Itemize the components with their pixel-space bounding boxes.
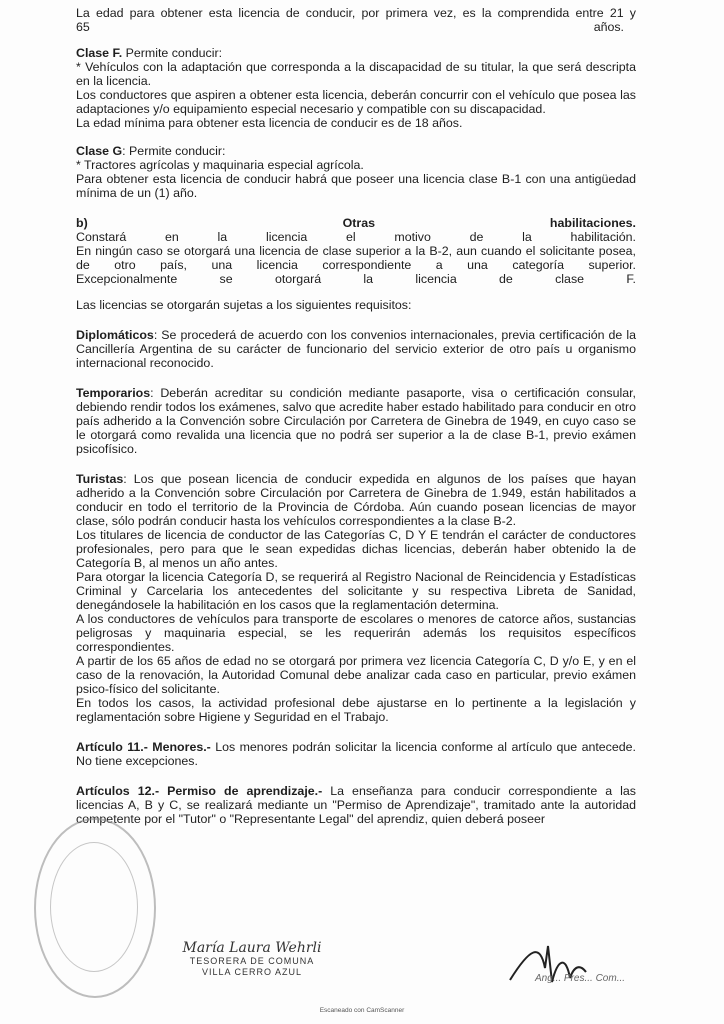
clase-g-paragraph-1: Para obtener esta licencia de conducir habrá que poseer una licencia clase B-1 con una antigüedad mínima de un (1) año. (76, 172, 636, 200)
articulo-12-title: Artículos 12.- Permiso de aprendizaje.- (76, 784, 323, 798)
treasurer-stamp-line-1: TESORERA DE COMUNA (189, 956, 315, 966)
clase-g-item: * Tractores agrícolas y maquinaria especial agrícola. (76, 158, 364, 172)
clase-f-item: * Vehículos con la adaptación que corresponda a la discapacidad de su titular, la que será descripta en la licencia. (76, 60, 636, 88)
treasurer-stamp (172, 940, 332, 978)
articulo-11-text: Los menores podrán solicitar la licencia conforme al artículo que antecede. No tiene excepciones. (76, 740, 636, 768)
clase-f-section (76, 46, 636, 130)
intro-age: 65 (76, 20, 90, 34)
intro-years: años. (593, 20, 624, 34)
document-body (76, 6, 636, 826)
otras-line-3: Excepcionalmente se otorgará la licencia de clase F. (76, 272, 636, 286)
diplomaticos-title: Diplomáticos (76, 328, 154, 342)
turistas-paragraph-5: En todos los casos, la actividad profesional debe ajustarse en lo pertinente a la legislación y reglamentación sobre Higiene y Seguridad en el Trabajo. (76, 696, 636, 724)
articulo-12-paragraph (76, 784, 636, 826)
turistas-paragraph (76, 472, 636, 528)
intro-continuation (76, 20, 636, 34)
otras-section (76, 216, 636, 312)
clase-f-title: Clase F. (76, 46, 123, 60)
turistas-paragraph-1: Los titulares de licencia de conductor de las Categorías C, D Y E tendrán el carácter de conductores profesionales, pero para que le sean expedidas dichas licencias, deberán haber obtenido la de Categoría B, al menos un año antes. (76, 528, 636, 570)
otras-title: Otras (342, 216, 375, 230)
otras-line-1: Constará en la licencia el motivo de la habilitación. (76, 230, 636, 244)
clase-f-heading (76, 46, 636, 60)
otras-line-2: En ningún caso se otorgará una licencia de clase superior a la B-2, aun cuando el solicitante posea, de otro país, una licencia correspondiente a una categoría superior. (76, 244, 636, 272)
diplomaticos-paragraph (76, 328, 636, 370)
clase-f-paragraph-1: Los conductores que aspiren a obtener esta licencia, deberán concurrir con el vehículo que posea las adaptaciones y/o equipamiento especial necesario y compatible con su discapacidad. (76, 88, 636, 116)
temporarios-paragraph (76, 386, 636, 456)
turistas-paragraph-4: A partir de los 65 años de edad no se otorgará por primera vez licencia Categoría C, D y/o E, y en el caso de la renovación, la Autoridad Comunal debe analizar cada caso en particular, previo exámen psico-físico del solicitante. (76, 654, 636, 696)
clase-f-text: Permite conducir: (125, 46, 223, 60)
comuna-seal-inner-ring (50, 842, 138, 972)
treasurer-signature: María Laura Wehrli (182, 940, 322, 956)
scanner-watermark: Escaneado con CamScanner (319, 1007, 405, 1014)
clase-g-section (76, 144, 636, 200)
diplomaticos-text: : Se procederá de acuerdo con los convenios internacionales, previa certificación de la Cancillería Argentina de su carácter de funcionario del servicio exterior de otro país u organismo internacional reconocido. (76, 328, 636, 370)
articulo-12-text: La enseñanza para conducir correspondiente a las licencias A, B y C, se realizará mediante un "Permiso de Aprendizaje", tramitado ante la autoridad competente por el "Tutor" o "Representante Legal" del aprendiz, quien deberá poseer (76, 784, 637, 826)
otras-title-2: habilitaciones. (549, 216, 636, 230)
clase-g-text: : Permite conducir: (122, 144, 226, 158)
articulo-11-paragraph (76, 740, 636, 768)
treasurer-stamp-line-2: VILLA CERRO AZUL (201, 967, 303, 977)
clase-g-heading (76, 144, 636, 158)
turistas-paragraph-2: Para otorgar la licencia Categoría D, se requerirá al Registro Nacional de Reincidencia y Estadísticas Criminal y Carcelaria los antecedentes del solicitante y su respectiva Libreta de Sanidad, denegándosele la habilitación en los casos que la reglamentación determina. (76, 570, 636, 612)
president-signature-name: Ang... Pres... Com... (535, 973, 626, 984)
articulo-11-title: Artículo 11.- Menores.- (76, 740, 211, 754)
turistas-section (76, 472, 636, 724)
intro-line: La edad para obtener esta licencia de conducir, por primera vez, es la comprendida entre 21 y (76, 6, 636, 20)
clase-f-paragraph-2: La edad mínima para obtener esta licencia de conducir es de 18 años. (76, 116, 463, 130)
temporarios-title: Temporarios (76, 386, 151, 400)
otras-label: b) (76, 216, 88, 230)
clase-g-title: Clase G (76, 144, 123, 158)
turistas-paragraph-3: A los conductores de vehículos para transporte de escolares o menores de catorce años, sustancias peligrosas y maquinaria especial, se les requerirán además los requisitos específicos correspondientes. (76, 612, 636, 654)
otras-line-4: Las licencias se otorgarán sujetas a los siguientes requisitos: (76, 298, 412, 312)
turistas-title: Turistas (76, 472, 124, 486)
temporarios-text: : Deberán acreditar su condición mediante pasaporte, visa o certificación consular, debiendo rendir todos los exámenes, salvo que acredite haber estado habilitado para conducir en otro país adherido a la Convención sobre Circulación por Carretera de Ginebra de 1949, en cuyo caso se le otorgará como revalida una licencia que no podrá ser superior a la de clase B-1, previo exámen psicofísico. (76, 386, 637, 456)
turistas-text: : Los que posean licencia de conducir expedida en algunos de los países que hayan adherido a la Convención sobre Circulación por Carretera de Ginebra de 1.949, están habilitados a conducir en todo el territorio de la Provincia de Córdoba. Aún cuando posean licencias de mayor clase, sólo podrán conducir hasta los vehículos correspondientes a la clase B-2. (76, 472, 636, 528)
otras-heading (76, 216, 636, 230)
comuna-seal (34, 818, 156, 998)
